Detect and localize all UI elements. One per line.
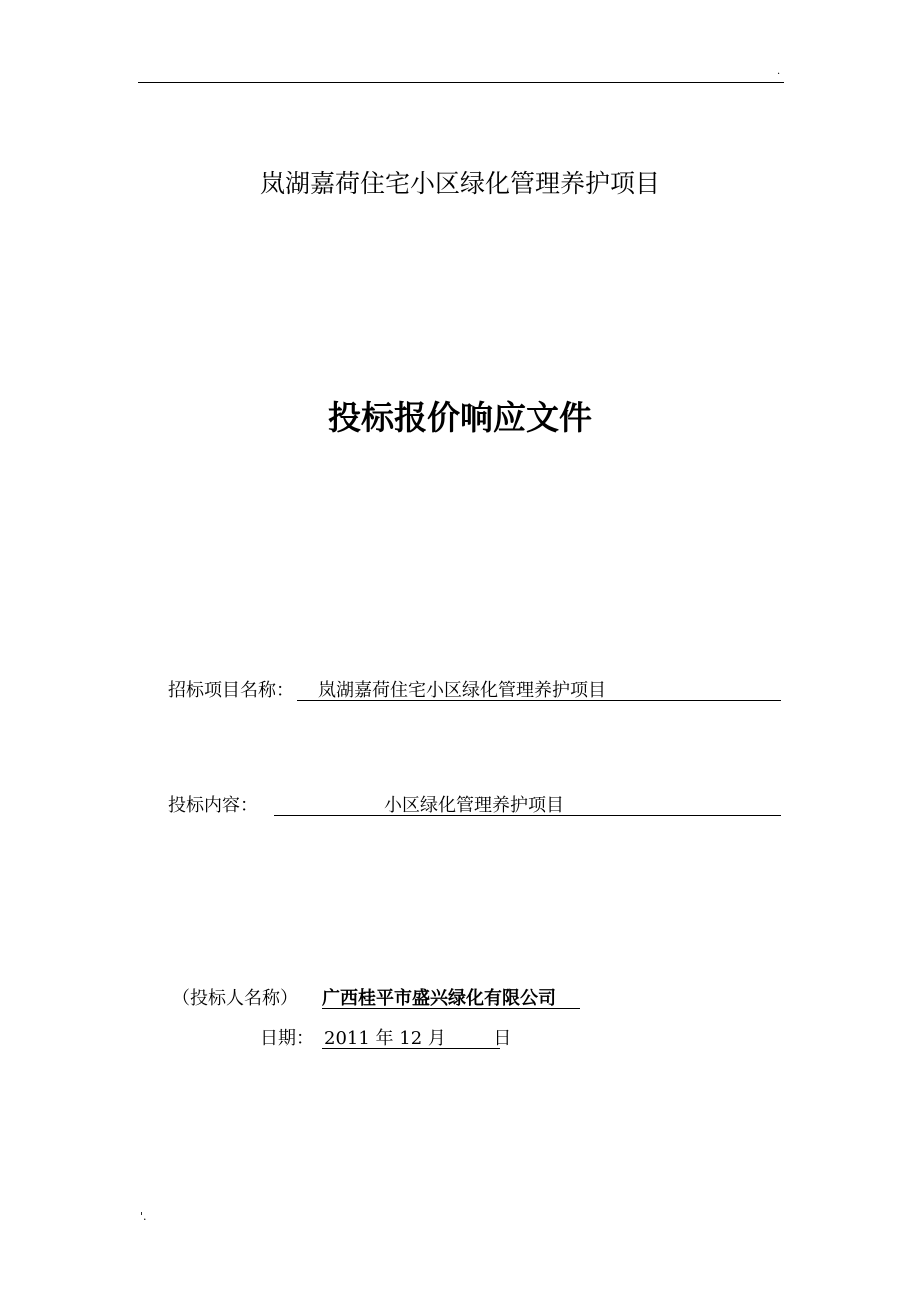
date-month: 12 xyxy=(399,1028,423,1049)
bidder-name: 广西桂平市盛兴绿化有限公司 xyxy=(322,988,556,1009)
date-year: 2011 xyxy=(324,1028,370,1049)
bidder-label: （投标人名称） xyxy=(172,988,298,1009)
project-name-value: 岚湖嘉荷住宅小区绿化管理养护项目 xyxy=(318,680,606,701)
date-value xyxy=(324,1024,511,1050)
project-title: 岚湖嘉荷住宅小区绿化管理养护项目 xyxy=(259,169,660,198)
project-name-label: 招标项目名称： xyxy=(168,680,294,701)
date-month-unit: 月 xyxy=(427,1028,446,1049)
header-rule xyxy=(138,82,784,83)
date-year-unit: 年 xyxy=(375,1028,394,1049)
bid-content-value: 小区绿化管理养护项目 xyxy=(384,795,564,816)
bid-content-label: 投标内容： xyxy=(168,795,258,816)
document-type-heading: 投标报价响应文件 xyxy=(328,398,592,437)
date-label: 日期： xyxy=(260,1028,314,1049)
date-day-unit: 日 xyxy=(493,1028,512,1049)
footer-mark: '. xyxy=(140,1210,147,1223)
header-mark: . xyxy=(777,66,781,77)
